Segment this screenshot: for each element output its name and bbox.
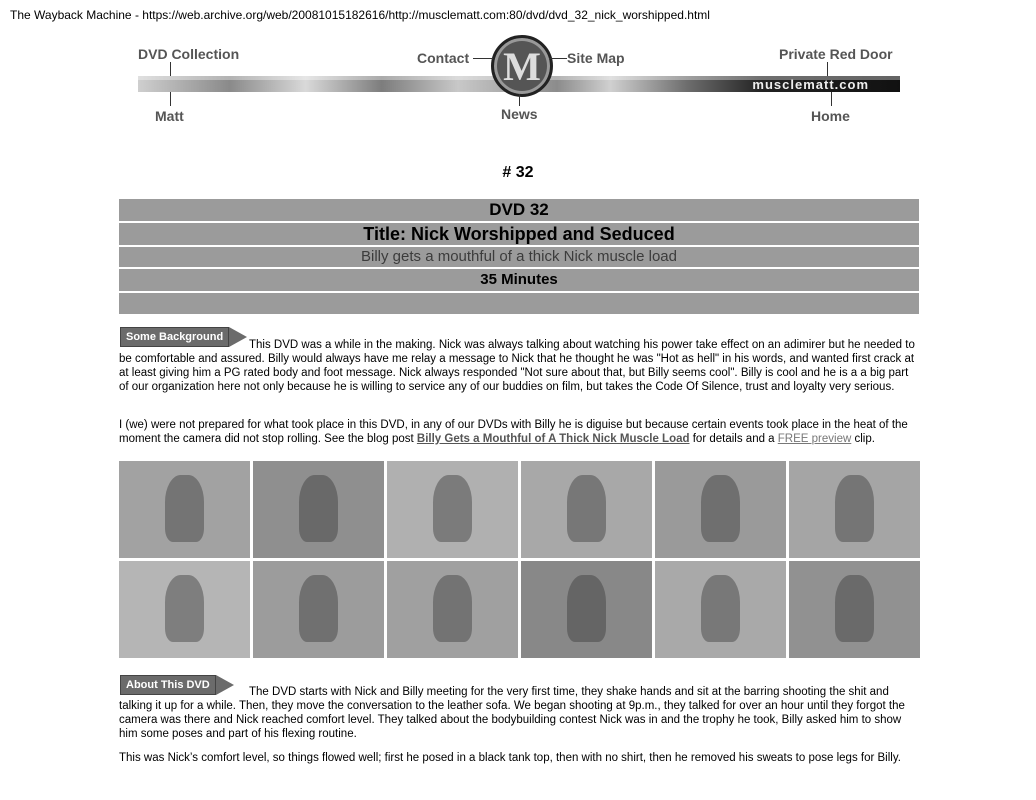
dvd-label: DVD 32 xyxy=(119,199,919,223)
photo-thumbnail[interactable] xyxy=(655,461,786,558)
about-badge-label: About This DVD xyxy=(120,675,216,695)
about-paragraph-1: The DVD starts with Nick and Billy meeting for the very first time, they shake hands and sit at the barring shooting the shit and talking it up for a while. Then, they move the conversation to the leather sofa. We began shooting at 9p.m., they talked for over an hour until they forgot the camera was there and Nick reached comfort level. They talked about the bodybuilding contest Nick was in and the trophy he took, Billy asked him to show him some poses and part of his flexing routine. xyxy=(119,686,905,740)
nav-link-news[interactable]: News xyxy=(501,106,538,122)
nav-link-dvd-collection[interactable]: DVD Collection xyxy=(138,46,240,62)
text: I (we) were not prepared for what took place in this DVD, in any of our DVDs with Billy he is diguise but because certain events took place in the heat of the moment the camera did not stop rolling. See the blog post xyxy=(119,419,908,445)
site-name: musclematt.com xyxy=(752,77,869,92)
photo-thumbnail[interactable] xyxy=(789,561,920,658)
nav-link-site-map[interactable]: Site Map xyxy=(567,50,625,66)
about-paragraph-2: This was Nick’s comfort level, so things flowed well; first he posed in a black tank top, then with no shirt, then he removed his sweats to pose legs for Billy. xyxy=(119,752,901,764)
logo[interactable] xyxy=(491,35,553,97)
nav-link-matt[interactable]: Matt xyxy=(155,108,184,124)
nav-connector xyxy=(549,58,567,59)
nav-tick xyxy=(831,92,832,106)
dvd-number-heading: # 32 xyxy=(502,164,534,181)
wayback-title: The Wayback Machine - https://web.archive.org/web/20081015182616/http://musclematt.com:80/dvd/dvd_32_nick_worshipped.html xyxy=(10,8,710,22)
nav-tick xyxy=(170,92,171,106)
text: clip. xyxy=(851,433,875,445)
photo-thumbnail[interactable] xyxy=(521,561,652,658)
empty-row xyxy=(119,293,919,316)
photo-thumbnail[interactable] xyxy=(119,561,250,658)
background-paragraph-2 xyxy=(119,418,919,446)
nav-tick xyxy=(170,62,171,76)
photo-thumbnail[interactable] xyxy=(387,561,518,658)
nav-link-home[interactable]: Home xyxy=(811,108,850,124)
background-badge-label: Some Background xyxy=(120,327,229,347)
site-nav xyxy=(135,32,905,132)
dvd-info-table xyxy=(119,199,919,316)
photo-thumbnail[interactable] xyxy=(253,461,384,558)
photo-thumbnail[interactable] xyxy=(521,461,652,558)
photo-thumbnail[interactable] xyxy=(789,461,920,558)
nav-connector xyxy=(473,58,493,59)
dvd-duration: 35 Minutes xyxy=(119,269,919,293)
photo-thumbnail[interactable] xyxy=(253,561,384,658)
photo-thumbnail[interactable] xyxy=(387,461,518,558)
free-preview-link[interactable]: FREE preview xyxy=(777,433,852,445)
nav-tick xyxy=(827,62,828,76)
nav-link-contact[interactable]: Contact xyxy=(417,50,470,66)
text: for details and a xyxy=(689,433,778,445)
photo-thumbnail[interactable] xyxy=(655,561,786,658)
dvd-tagline: Billy gets a mouthful of a thick Nick muscle load xyxy=(119,247,919,269)
background-paragraph-1: This DVD was a while in the making. Nick was always talking about watching his power take effect on an adimirer but he needed to be comfortable and assured. Billy would always have me relay a message to Nick that he thought he was "Hot as hell" in his words, and wanted first crack at at least giving him a PG rated body and foot message. Nick always responded "Not sure about that, but Billy seems cool". Billy is cool and he is a a big part of our organization here not only because he is willing to service any of our buddies on film, but takes the Code Of Silence, trust and loyalty very serious. xyxy=(119,339,915,393)
nav-tick xyxy=(519,94,520,106)
photo-grid xyxy=(119,461,919,659)
dvd-title: Title: Nick Worshipped and Seduced xyxy=(119,223,919,247)
logo-letter: M xyxy=(503,43,541,89)
blog-post-link[interactable]: Billy Gets a Mouthful of A Thick Nick Muscle Load xyxy=(416,433,690,445)
photo-thumbnail[interactable] xyxy=(119,461,250,558)
nav-link-private-red-door[interactable]: Private Red Door xyxy=(779,46,893,62)
